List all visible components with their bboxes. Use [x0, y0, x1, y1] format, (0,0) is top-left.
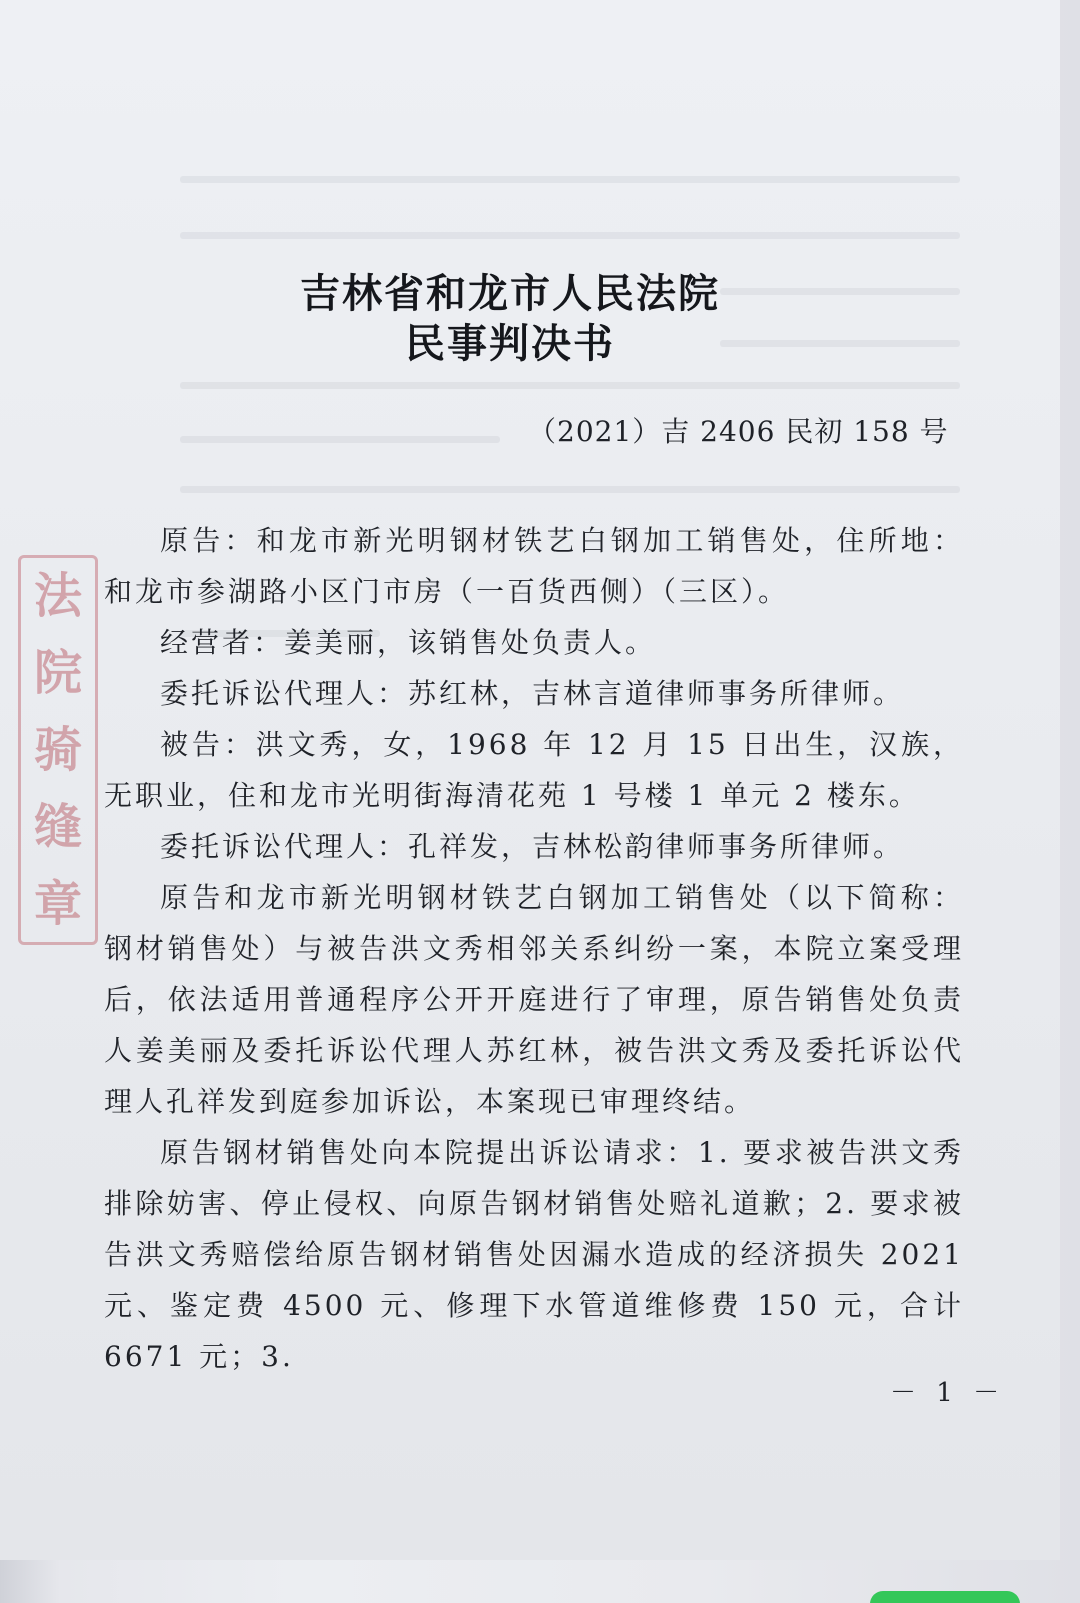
court-name-title: 吉林省和龙市人民法院 [300, 270, 720, 317]
bleed-line [180, 382, 960, 389]
bleed-line [180, 176, 960, 183]
bleed-line [180, 436, 500, 443]
page-number: － 1 － [890, 1378, 1006, 1408]
case-number: （2021）吉 2406 民初 158 号 [528, 415, 949, 448]
claims-paragraph: 原告钢材销售处向本院提出诉讼请求：1. 要求被告洪文秀排除妨害、停止侵权、向原告钢材销售处赔礼道歉；2. 要求被告洪文秀赔偿给原告钢材销售处因漏水造成的经济损失 2021 元、鉴定费 4500 元、修理下水管道维修费 150 元，合计 6671 元；3. [104, 1136, 964, 1373]
case-summary-paragraph: 原告和龙市新光明钢材铁艺白钢加工销售处（以下简称：钢材销售处）与被告洪文秀相邻关系纠纷一案，本院立案受理后，依法适用普通程序公开开庭进行了审理，原告销售处负责人姜美丽及委托诉讼代理人苏红林，被告洪文秀及委托诉讼代理人孔祥发到庭参加诉讼，本案现已审理终结。 [104, 881, 964, 1118]
plaintiff-agent-paragraph: 委托诉讼代理人：苏红林，吉林言道律师事务所律师。 [160, 677, 905, 710]
green-button-edge[interactable] [870, 1591, 1020, 1603]
document-type-title: 民事判决书 [405, 320, 615, 367]
defendant-paragraph: 被告：洪文秀，女，1968 年 12 月 15 日出生，汉族，无职业，住和龙市光明街海清花苑 1 号楼 1 单元 2 楼东。 [104, 728, 964, 812]
bleed-line [180, 232, 960, 239]
seam-seal-stamp: 法 院 骑 缝 章 [18, 555, 98, 945]
judgment-body [104, 515, 964, 1382]
defendant-agent-paragraph: 委托诉讼代理人：孔祥发，吉林松韵律师事务所律师。 [160, 830, 905, 863]
bleed-line [180, 486, 960, 493]
operator-paragraph: 经营者：姜美丽，该销售处负责人。 [160, 626, 657, 659]
plaintiff-paragraph: 原告：和龙市新光明钢材铁艺白钢加工销售处，住所地：和龙市参湖路小区门市房（一百货西侧）（三区）。 [104, 524, 964, 608]
